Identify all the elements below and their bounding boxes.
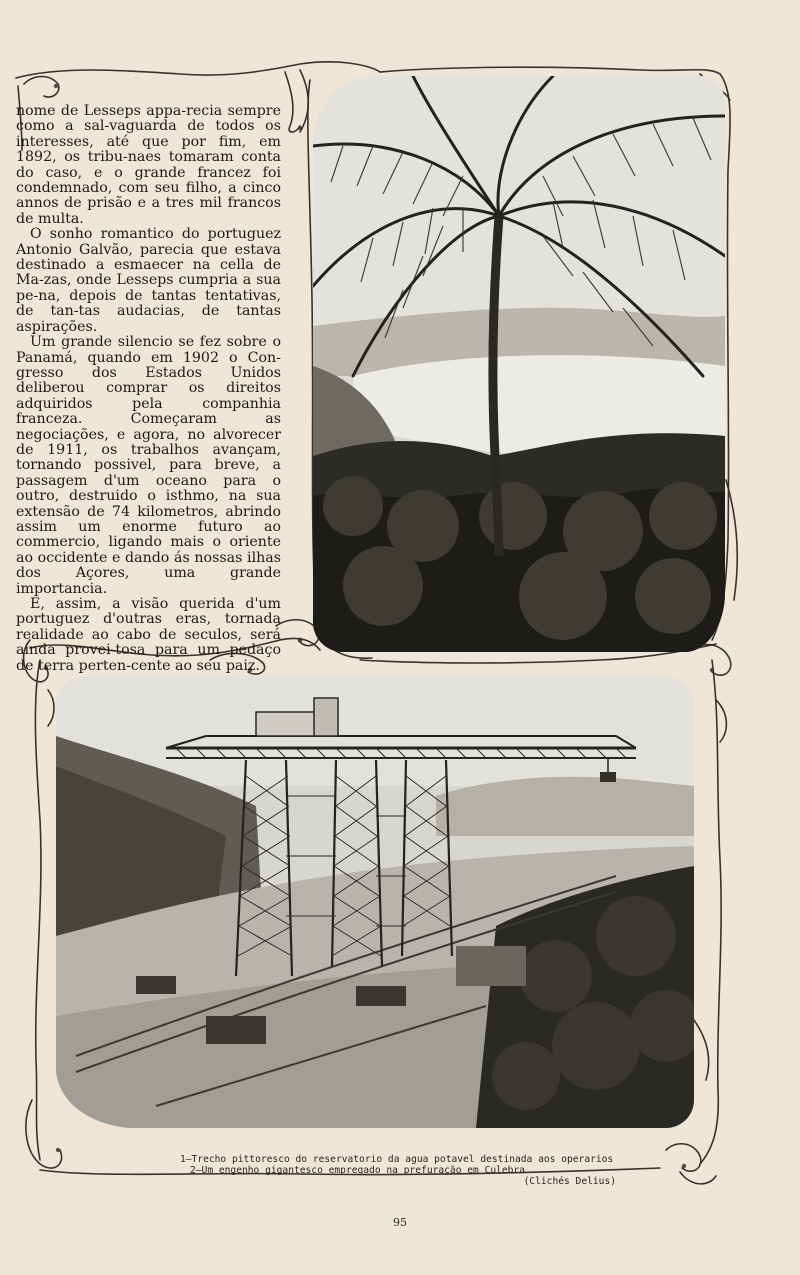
photo-reservoir-palm	[313, 76, 725, 652]
paragraph-2: O sonho romantico do portuguez Antonio Galvão, parecia que estava destinado a esmaecer na cella de Ma-zas, onde Lesseps cumpria a sua pe-na, depois de tantas tentativas, de tan-tas audacias, de tantas aspirações.	[16, 226, 281, 335]
article-text	[16, 104, 281, 674]
caption-credit: (Clichés Delius)	[523, 1176, 616, 1187]
caption-line-1: 1—Trecho pittoresco do reservatorio da agua potavel destinada aos operarios	[180, 1154, 614, 1165]
paragraph-3: Um grande silencio se fez sobre o Panamá, quando em 1902 o Con-gresso dos Estados Unidos deliberou comprar os direitos adquiridos pela companhia franceza. Começaram as negociações, e agora, no alvorecer de 1911, os trabalhos avançam, tornando possivel, para breve, a passagem d'um oceano para o outro, destruido o isthmo, na sua extensão de 74 kilometros, abrindo assim um enorme futuro ao commercio, ligando mais o oriente ao occidente e dando ás nossas ilhas dos Açores, uma grande importancia.	[16, 334, 281, 597]
paragraph-4: E, assim, a visão querida d'um portuguez d'outras eras, tornada realidade ao cabo de seculos, será ainda provei-tosa para um pedaço de terra perten-cente ao seu paiz.	[16, 596, 281, 674]
figure-caption	[170, 1154, 640, 1187]
page-number: 95	[393, 1216, 407, 1229]
paragraph-1: nome de Lesseps appa-recia sempre como a sal-vaguarda de todos os interesses, até que por fim, em 1892, os tribu-naes tomaram conta do caso, e o grande francez foi condemnado, com seu filho, a cinco annos de prisão e a tres mil francos de multa.	[16, 103, 281, 227]
caption-line-2: 2—Um engenho gigantesco empregado na prefuração em Culebra	[190, 1165, 526, 1176]
photo-culebra-gantry	[56, 676, 694, 1128]
